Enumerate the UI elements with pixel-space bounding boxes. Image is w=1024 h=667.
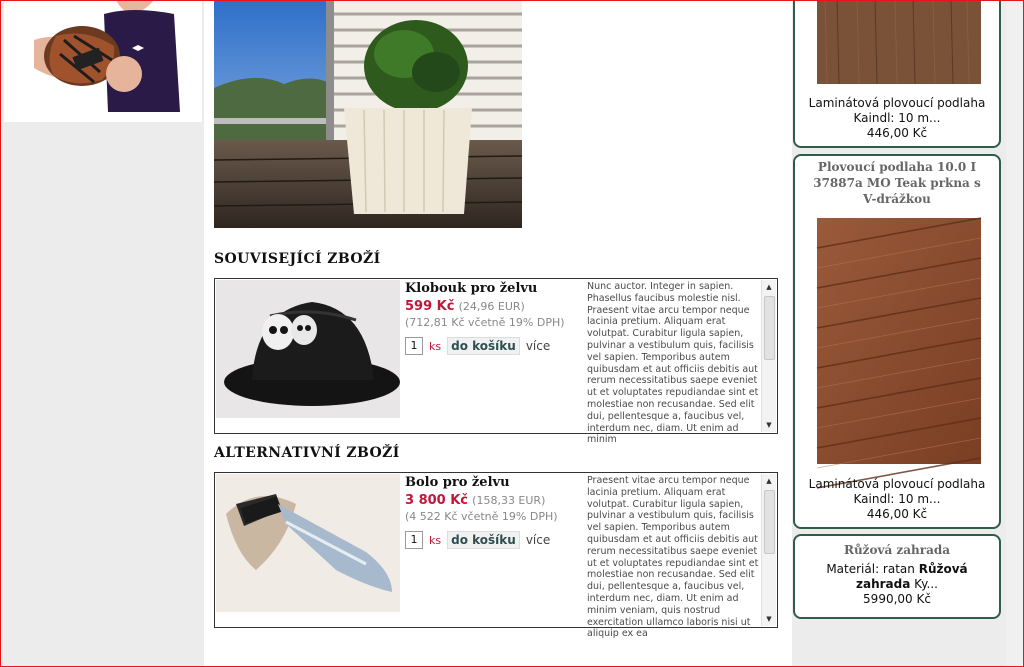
alternative-products-heading: ALTERNATIVNÍ ZBOŽÍ	[214, 445, 400, 461]
scroll-down-arrow-icon[interactable]: ▼	[766, 421, 772, 429]
card-price: 446,00 Kč	[866, 507, 928, 521]
alternative-product-box	[214, 472, 778, 640]
card-description: Materiál: ratan Růžová zahrada Ky...	[826, 562, 968, 591]
quantity-input[interactable]: 1	[405, 531, 423, 549]
product-price-vat: (4 522 Kč včetně 19% DPH)	[405, 510, 558, 523]
product-card-rose-garden[interactable]	[793, 534, 1001, 619]
product-card-laminate-2[interactable]	[793, 154, 1001, 529]
card-title-link[interactable]: Růžová zahrada	[843, 543, 951, 557]
product-description: Praesent vitae arcu tempor neque lacinia pretium. Aliquam erat volutpat. Curabitur ligula sapien, pulvinar a vestibulum quis, facilisis vel sapien. Temporibus autem quibusdam et aut officiis debitis aut rerum necessitatibus saepe eveniet ut et voluptates repudiandae sint et molestiae non recusandae. Sed elit dui, pellentesque a, faucibus vel, interdum nec, diam. Ut enim ad minim veniam, quis nostrud exercitation ullamco laboris nisi ut aliquip ex ea	[587, 475, 759, 640]
description-scrollbar[interactable]	[761, 280, 776, 432]
product-card-laminate-1[interactable]	[793, 0, 1001, 148]
main-content	[204, 0, 792, 667]
buy-row	[405, 337, 585, 355]
scroll-up-arrow-icon[interactable]: ▲	[766, 283, 772, 291]
related-product-box	[214, 278, 778, 446]
product-name-link[interactable]: Bolo pro želvu	[405, 475, 510, 490]
more-link[interactable]: více	[525, 339, 551, 353]
description-scrollbar[interactable]	[761, 474, 776, 626]
teak-laminate-image[interactable]	[817, 218, 981, 464]
card-description: Laminátová plovoucí podlaha	[808, 477, 986, 491]
more-link[interactable]: více	[525, 533, 551, 547]
product-description: Nunc auctor. Integer in sapien. Phasellus faucibus molestie nisl. Praesent vitae arcu tempor neque lacinia pretium. Aliquam erat volutpat. Curabitur ligula sapien, pulvinar a vestibulum quis, facilisis vel sapien. Temporibus autem quibusdam et aut officiis debitis aut rerum necessitatibus saepe eveniet ut et voluptates repudiandae sint et molestiae non recusandae. Sed elit dui, pellentesque a, faucibus vel, interdum nec, diam. Ut enim ad minim	[587, 281, 759, 446]
page-scrollbar[interactable]	[1006, 0, 1024, 667]
add-to-cart-button[interactable]: do košíku	[447, 531, 520, 549]
scroll-down-arrow-icon[interactable]: ▼	[766, 615, 772, 623]
product-price: 3 800 Kč (158,33 EUR)	[405, 493, 546, 508]
planter-terrace-photo[interactable]	[214, 0, 522, 228]
related-product-info	[405, 281, 585, 355]
left-column	[0, 0, 204, 667]
hat-product-image[interactable]	[216, 280, 400, 418]
unit-label: ks	[429, 533, 442, 547]
product-price: 599 Kč (24,96 EUR)	[405, 299, 525, 314]
scroll-thumb[interactable]	[764, 296, 775, 360]
related-products-heading: SOUVISEJÍCÍ ZBOŽÍ	[214, 251, 381, 267]
baseball-glove-photo[interactable]	[4, 0, 202, 122]
product-price-vat: (712,81 Kč včetně 19% DPH)	[405, 316, 565, 329]
card-price: 5990,00 Kč	[863, 592, 931, 606]
card-price: 446,00 Kč	[866, 126, 928, 140]
knife-product-image[interactable]	[216, 474, 400, 612]
laminate-image[interactable]	[817, 0, 981, 84]
card-description: Laminátová plovoucí podlaha	[808, 96, 986, 110]
card-description-2: Kaindl: 10 m...	[853, 492, 941, 506]
scroll-up-arrow-icon[interactable]: ▲	[766, 477, 772, 485]
card-title-link[interactable]: Plovoucí podlaha 10.0 I 37887a MO Teak prkna s V-drážkou	[813, 160, 981, 206]
alternative-product-info	[405, 475, 585, 549]
right-sidebar	[792, 0, 1006, 667]
quantity-input[interactable]: 1	[405, 337, 423, 355]
card-description-2: Kaindl: 10 m...	[853, 111, 941, 125]
unit-label: ks	[429, 339, 442, 353]
product-name-link[interactable]: Klobouk pro želvu	[405, 281, 538, 296]
add-to-cart-button[interactable]: do košíku	[447, 337, 520, 355]
scroll-thumb[interactable]	[764, 490, 775, 554]
buy-row	[405, 531, 585, 549]
